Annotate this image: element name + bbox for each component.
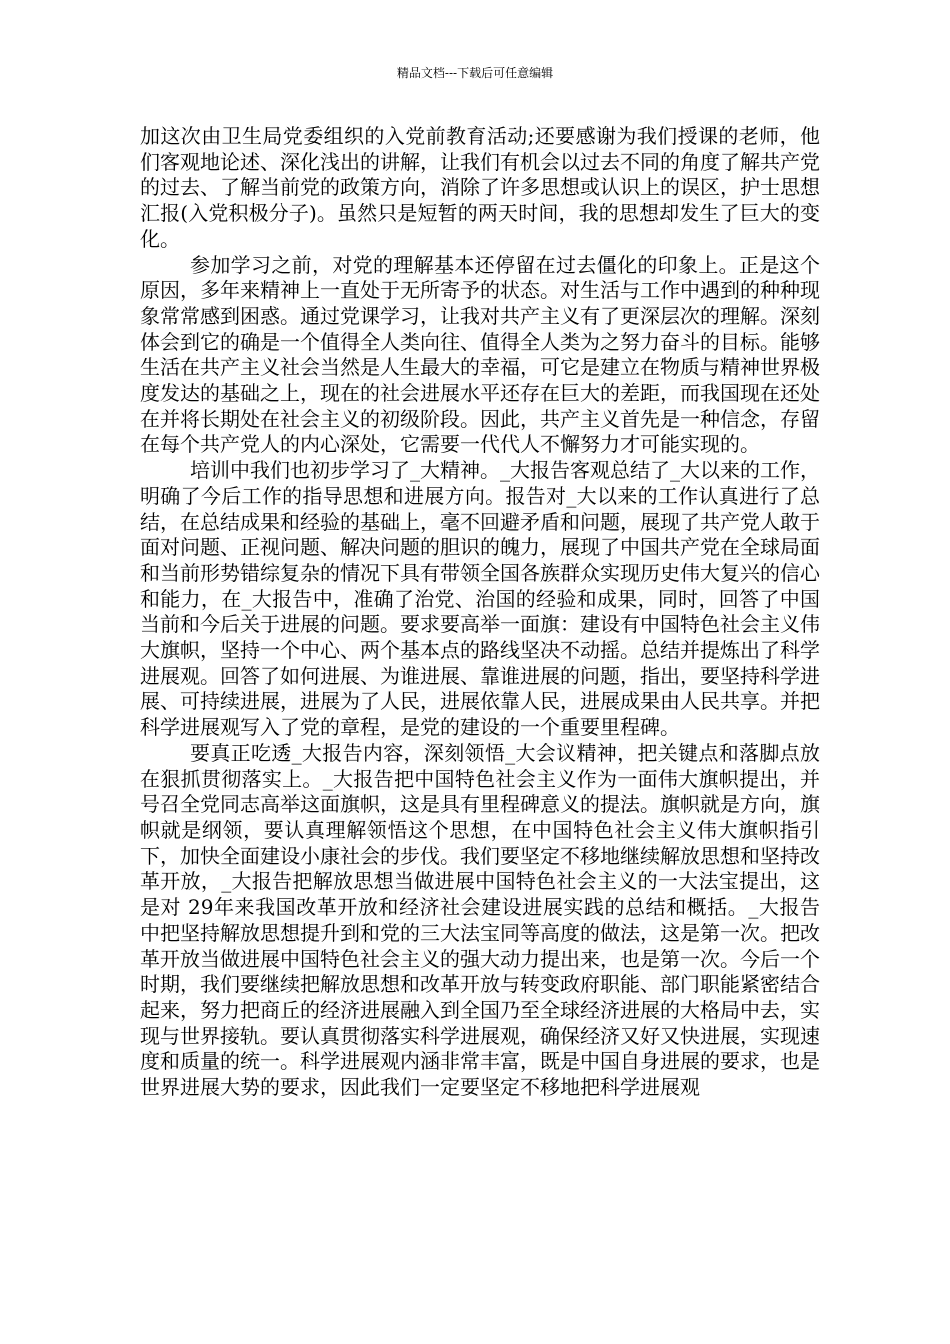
document-body (140, 124, 820, 1101)
paragraph-4: 要真正吃透_大报告内容，深刻领悟_大会议精神，把关键点和落脚点放在狠抓贯彻落实上。_大报告把中国特色社会主义作为一面伟大旗帜提出，并号召全党同志高举这面旗帜，这是具有里程碑意义的提法。旗帜就是方向，旗帜就是纲领，要认真理解领悟这个思想，在中国特色社会主义伟大旗帜指引下，加快全面建设小康社会的步伐。我们要坚定不移地继续解放思想和坚持改革开放，_大报告把解放思想当做进展中国特色社会主义的一大法宝提出，这是对 29年来我国改革开放和经济社会建设进展实践的总结和概括。_大报告中把坚持解放思想提升到和党的三大法宝同等高度的做法，这是第一次。把改革开放当做进展中国特色社会主义的强大动力提出来，也是第一次。今后一个时期，我们要继续把解放思想和改革开放与转变政府职能、部门职能紧密结合起来，努力把商丘的经济进展融入到全国乃至全球经济进展的大格局中去，实现与世界接轨。要认真贯彻落实科学进展观，确保经济又好又快进展，实现速度和质量的统一。科学进展观内涵非常丰富，既是中国自身进展的要求，也是世界进展大势的要求，因此我们一定要坚定不移地把科学进展观 (140, 740, 820, 1100)
page-header: 精品文档---下载后可任意编辑 (396, 66, 554, 80)
paragraph-2: 参加学习之前，对党的理解基本还停留在过去僵化的印象上。正是这个原因，多年来精神上一直处于无所寄予的状态。对生活与工作中遇到的种种现象常常感到困惑。通过党课学习，让我对共产主义有了更深层次的理解。深刻体会到它的确是一个值得全人类向往、值得全人类为之努力奋斗的目标。能够生活在共产主义社会当然是人生最大的幸福，可它是建立在物质与精神世界极度发达的基础之上，现在的社会进展水平还存在巨大的差距，而我国现在还处在并将长期处在社会主义的初级阶段。因此，共产主义首先是一种信念，存留在每个共产党人的内心深处，它需要一代代人不懈努力才可能实现的。 (140, 252, 820, 457)
paragraph-3: 培训中我们也初步学习了_大精神。_大报告客观总结了_大以来的工作，明确了今后工作的指导思想和进展方向。报告对_大以来的工作认真进行了总结，在总结成果和经验的基础上，毫不回避矛盾和问题，展现了共产党人敢于面对问题、正视问题、解决问题的胆识的魄力，展现了中国共产党在全球局面和当前形势错综复杂的情况下具有带领全国各族群众实现历史伟大复兴的信心和能力，在_大报告中，准确了治党、治国的经验和成果，同时，回答了中国当前和今后关于进展的问题。要求要高举一面旗：建设有中国特色社会主义伟大旗帜，坚持一个中心、两个基本点的路线坚决不动摇。总结并提炼出了科学进展观。回答了如何进展、为谁进展、靠谁进展的问题，指出，要坚持科学进展、可持续进展，进展为了人民，进展依靠人民，进展成果由人民共享。并把科学进展观写入了党的章程，是党的建设的一个重要里程碑。 (140, 458, 820, 740)
paragraph-1: 加这次由卫生局党委组织的入党前教育活动;还要感谢为我们授课的老师，他们客观地论述、深化浅出的讲解，让我们有机会以过去不同的角度了解共产党的过去、了解当前党的政策方向，消除了许多思想或认识上的误区，护士思想汇报(入党积极分子)。虽然只是短暂的两天时间，我的思想却发生了巨大的变化。 (140, 124, 820, 251)
